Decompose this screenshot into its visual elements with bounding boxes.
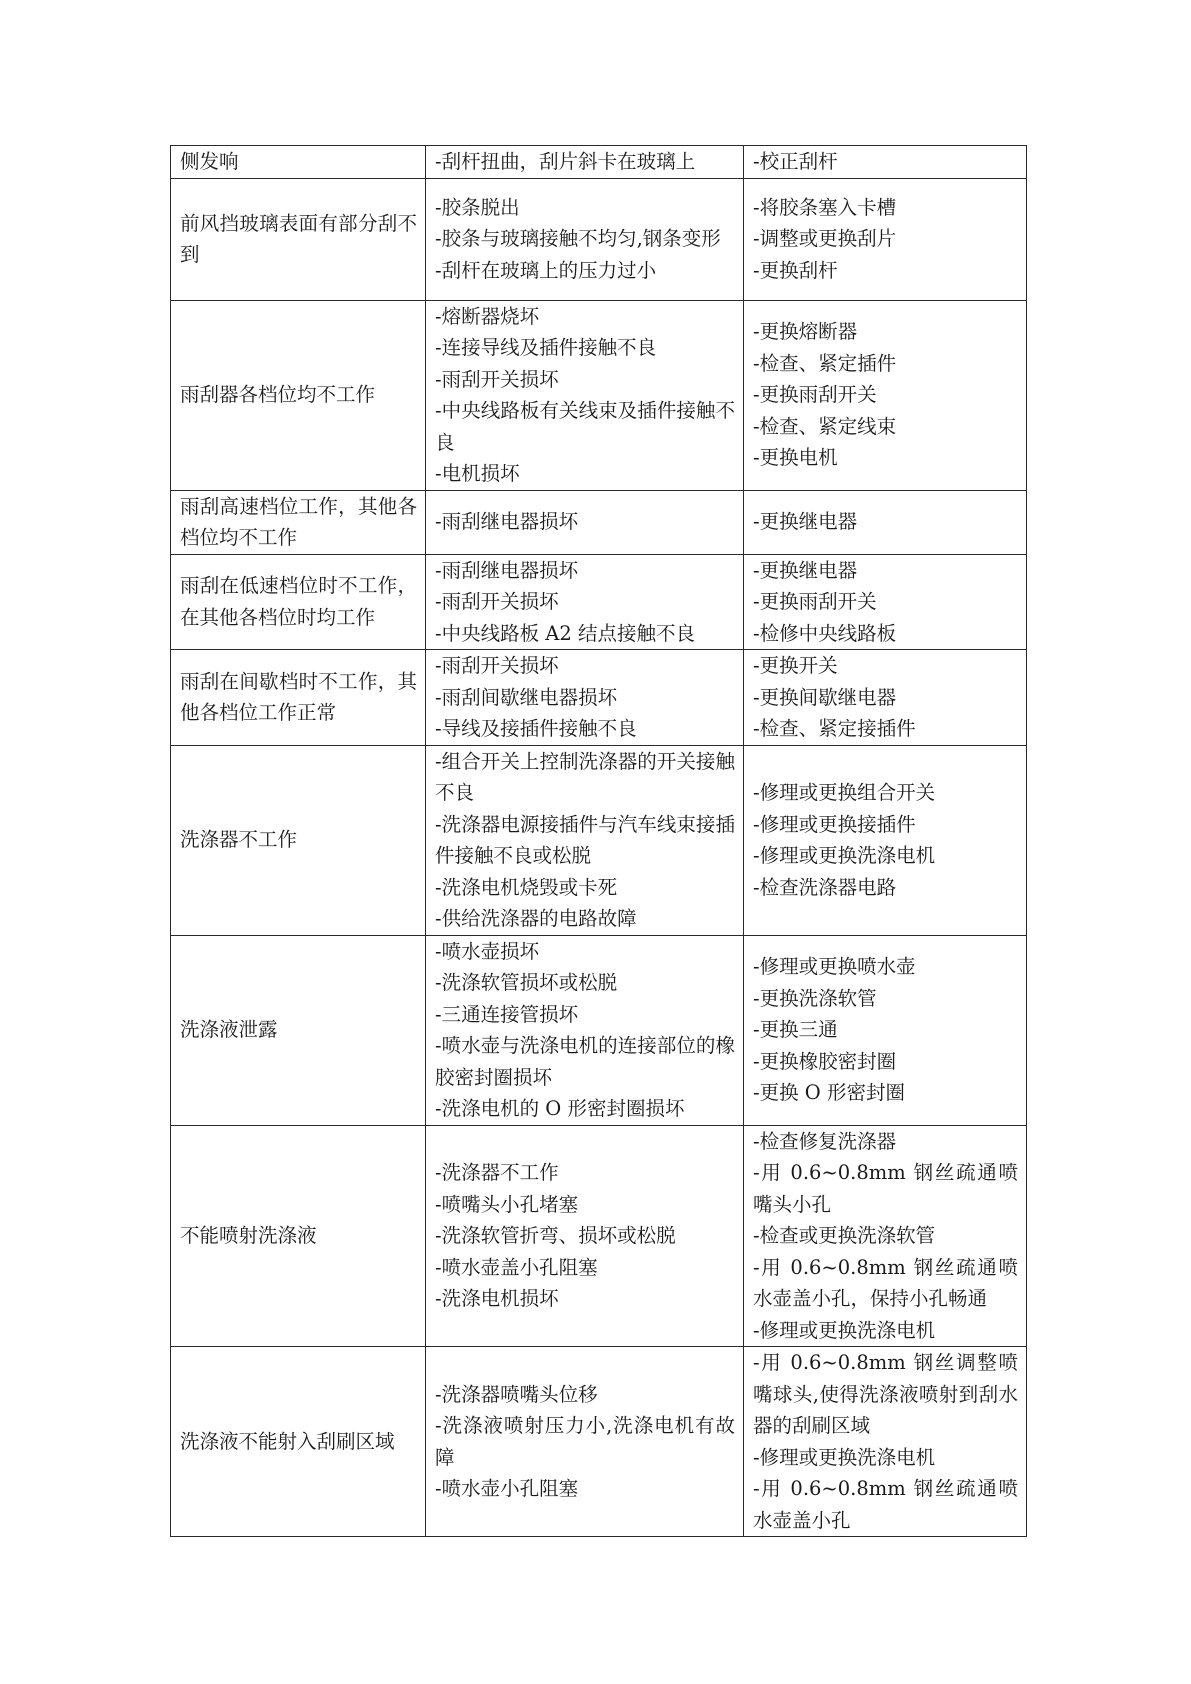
cause-item: -喷水壶盖小孔阻塞	[435, 1255, 598, 1279]
cause-item: -连接导线及插件接触不良	[435, 336, 657, 359]
remedy-item: -检查或更换洗涤软管	[753, 1224, 936, 1247]
cause-item: -洗涤器不工作	[435, 1161, 559, 1184]
symptom-text: 洗涤液不能射入刮刷区域	[180, 1429, 395, 1453]
remedy-item: -检查洗涤器电路	[753, 875, 897, 899]
cause-cell	[426, 745, 744, 935]
remedy-cell	[744, 554, 1027, 650]
table-row	[171, 490, 1027, 554]
remedy-item: -用 0.6~0.8mm 钢丝疏通喷嘴头小孔	[753, 1161, 1018, 1216]
remedy-item: -用 0.6~0.8mm 钢丝调整喷嘴球头,使得洗涤液喷射到刮水器的刮刷区域	[753, 1351, 1018, 1437]
table-row	[171, 745, 1027, 935]
remedy-item: -修理或更换接插件	[753, 812, 916, 836]
remedy-item: -调整或更换刮片	[753, 227, 897, 251]
symptom-cell	[171, 554, 426, 650]
remedy-cell	[744, 178, 1027, 300]
cause-item: -熔断器烧坏	[435, 304, 540, 328]
table-row	[171, 650, 1027, 746]
remedy-item: -检查、紧定接插件	[753, 717, 916, 740]
remedy-item: -校正刮杆	[753, 150, 838, 173]
cause-item: -雨刮继电器损坏	[435, 510, 579, 534]
remedy-item: -检查、紧定线束	[753, 414, 897, 438]
remedy-item: -检修中央线路板	[753, 621, 897, 645]
table-row	[171, 1125, 1027, 1347]
cause-cell	[426, 300, 744, 490]
remedy-item: -修理或更换组合开关	[753, 781, 936, 804]
cause-item: -刮杆扭曲，刮片斜卡在玻璃上	[435, 150, 696, 173]
remedy-item: -修理或更换洗涤电机	[753, 1445, 936, 1469]
cause-item: -洗涤软管折弯、损坏或松脱	[435, 1224, 676, 1247]
symptom-cell	[171, 1347, 426, 1537]
cause-item: -洗涤电机的 O 形密封圈损坏	[435, 1097, 685, 1120]
remedy-item: -更换雨刮开关	[753, 383, 877, 407]
symptom-cell	[171, 650, 426, 746]
remedy-cell	[744, 146, 1027, 179]
remedy-item: -更换电机	[753, 446, 838, 470]
cause-cell	[426, 1125, 744, 1347]
remedy-item: -更换洗涤软管	[753, 986, 877, 1010]
remedy-item: -更换 O 形密封圈	[753, 1081, 905, 1105]
cause-item: -洗涤电机烧毁或卡死	[435, 875, 618, 899]
table-row	[171, 1347, 1027, 1537]
table-row	[171, 935, 1027, 1125]
symptom-cell	[171, 935, 426, 1125]
table-row	[171, 300, 1027, 490]
cause-item: -雨刮开关损坏	[435, 654, 559, 677]
symptom-text: 雨刮器各档位均不工作	[180, 383, 376, 407]
symptom-text: 雨刮高速档位工作，其他各档位均不工作	[180, 494, 417, 549]
remedy-cell	[744, 300, 1027, 490]
remedy-cell	[744, 745, 1027, 935]
remedy-item: -更换开关	[753, 654, 838, 677]
remedy-item: -更换熔断器	[753, 320, 858, 344]
remedy-item: -用 0.6~0.8mm 钢丝疏通喷水壶盖小孔	[753, 1477, 1018, 1532]
symptom-text: 前风挡玻璃表面有部分刮不到	[180, 211, 417, 266]
cause-item: -喷水壶与洗涤电机的连接部位的橡胶密封圈损坏	[435, 1034, 735, 1089]
remedy-cell	[744, 490, 1027, 554]
symptom-cell	[171, 1125, 426, 1347]
cause-item: -雨刮继电器损坏	[435, 558, 579, 582]
remedy-item: -更换继电器	[753, 510, 858, 534]
symptom-text: 不能喷射洗涤液	[180, 1224, 317, 1247]
cause-item: -供给洗涤器的电路故障	[435, 907, 637, 930]
remedy-item: -更换雨刮开关	[753, 590, 877, 613]
cause-cell	[426, 935, 744, 1125]
symptom-text: 侧发响	[180, 150, 239, 173]
remedy-item: -检查、紧定插件	[753, 351, 897, 375]
symptom-text: 洗涤液泄露	[180, 1018, 278, 1042]
symptom-cell	[171, 300, 426, 490]
cause-item: -雨刮开关损坏	[435, 367, 559, 391]
fault-table	[170, 145, 1027, 1537]
cause-item: -中央线路板有关线束及插件接触不良	[435, 399, 735, 454]
cause-item: -洗涤器电源接插件与汽车线束接插件接触不良或松脱	[435, 812, 735, 867]
remedy-item: -更换刮杆	[753, 258, 838, 282]
symptom-text: 雨刮在低速档位时不工作，在其他各档位时均工作	[180, 574, 417, 629]
table-row	[171, 178, 1027, 300]
cause-item: -雨刮间歇继电器损坏	[435, 685, 618, 709]
cause-item: -中央线路板 A2 结点接触不良	[435, 621, 695, 645]
cause-cell	[426, 490, 744, 554]
symptom-text: 洗涤器不工作	[180, 828, 298, 852]
remedy-item: -修理或更换洗涤电机	[753, 844, 936, 867]
symptom-cell	[171, 146, 426, 179]
symptom-cell	[171, 490, 426, 554]
cause-item: -喷水壶小孔阻塞	[435, 1477, 579, 1500]
remedy-item: -更换间歇继电器	[753, 685, 897, 709]
remedy-item: -更换继电器	[753, 558, 858, 582]
cause-item: -洗涤电机损坏	[435, 1287, 559, 1310]
cause-item: -喷水壶损坏	[435, 939, 540, 963]
cause-item: -洗涤液喷射压力小,洗涤电机有故障	[435, 1414, 735, 1469]
cause-item: -喷嘴头小孔堵塞	[435, 1192, 579, 1216]
cause-item: -胶条与玻璃接触不均匀,钢条变形	[435, 227, 721, 251]
cause-cell	[426, 146, 744, 179]
fault-table-body	[171, 146, 1027, 1537]
cause-item: -组合开关上控制洗涤器的开关接触不良	[435, 749, 735, 804]
cause-item: -电机损坏	[435, 462, 520, 485]
table-row	[171, 554, 1027, 650]
symptom-text: 雨刮在间歇档时不工作，其他各档位工作正常	[180, 669, 417, 725]
remedy-item: -用 0.6~0.8mm 钢丝疏通喷水壶盖小孔，保持小孔畅通	[753, 1255, 1018, 1310]
cause-item: -刮杆在玻璃上的压力过小	[435, 258, 657, 282]
remedy-cell	[744, 1347, 1027, 1537]
cause-item: -胶条脱出	[435, 195, 520, 219]
cause-item: -洗涤软管损坏或松脱	[435, 971, 618, 994]
remedy-item: -检查修复洗涤器	[753, 1129, 897, 1153]
remedy-cell	[744, 935, 1027, 1125]
cause-cell	[426, 554, 744, 650]
remedy-item: -更换橡胶密封圈	[753, 1049, 897, 1073]
remedy-item: -更换三通	[753, 1018, 838, 1042]
cause-cell	[426, 1347, 744, 1537]
cause-item: -洗涤器喷嘴头位移	[435, 1382, 598, 1406]
cause-cell	[426, 650, 744, 746]
remedy-cell	[744, 650, 1027, 746]
cause-item: -导线及接插件接触不良	[435, 717, 637, 740]
remedy-item: -将胶条塞入卡槽	[753, 195, 897, 219]
cause-cell	[426, 178, 744, 300]
cause-item: -雨刮开关损坏	[435, 590, 559, 613]
remedy-item: -修理或更换喷水壶	[753, 955, 916, 979]
symptom-cell	[171, 178, 426, 300]
remedy-item: -修理或更换洗涤电机	[753, 1318, 936, 1342]
remedy-cell	[744, 1125, 1027, 1347]
cause-item: -三通连接管损坏	[435, 1002, 579, 1026]
symptom-cell	[171, 745, 426, 935]
table-row	[171, 146, 1027, 179]
